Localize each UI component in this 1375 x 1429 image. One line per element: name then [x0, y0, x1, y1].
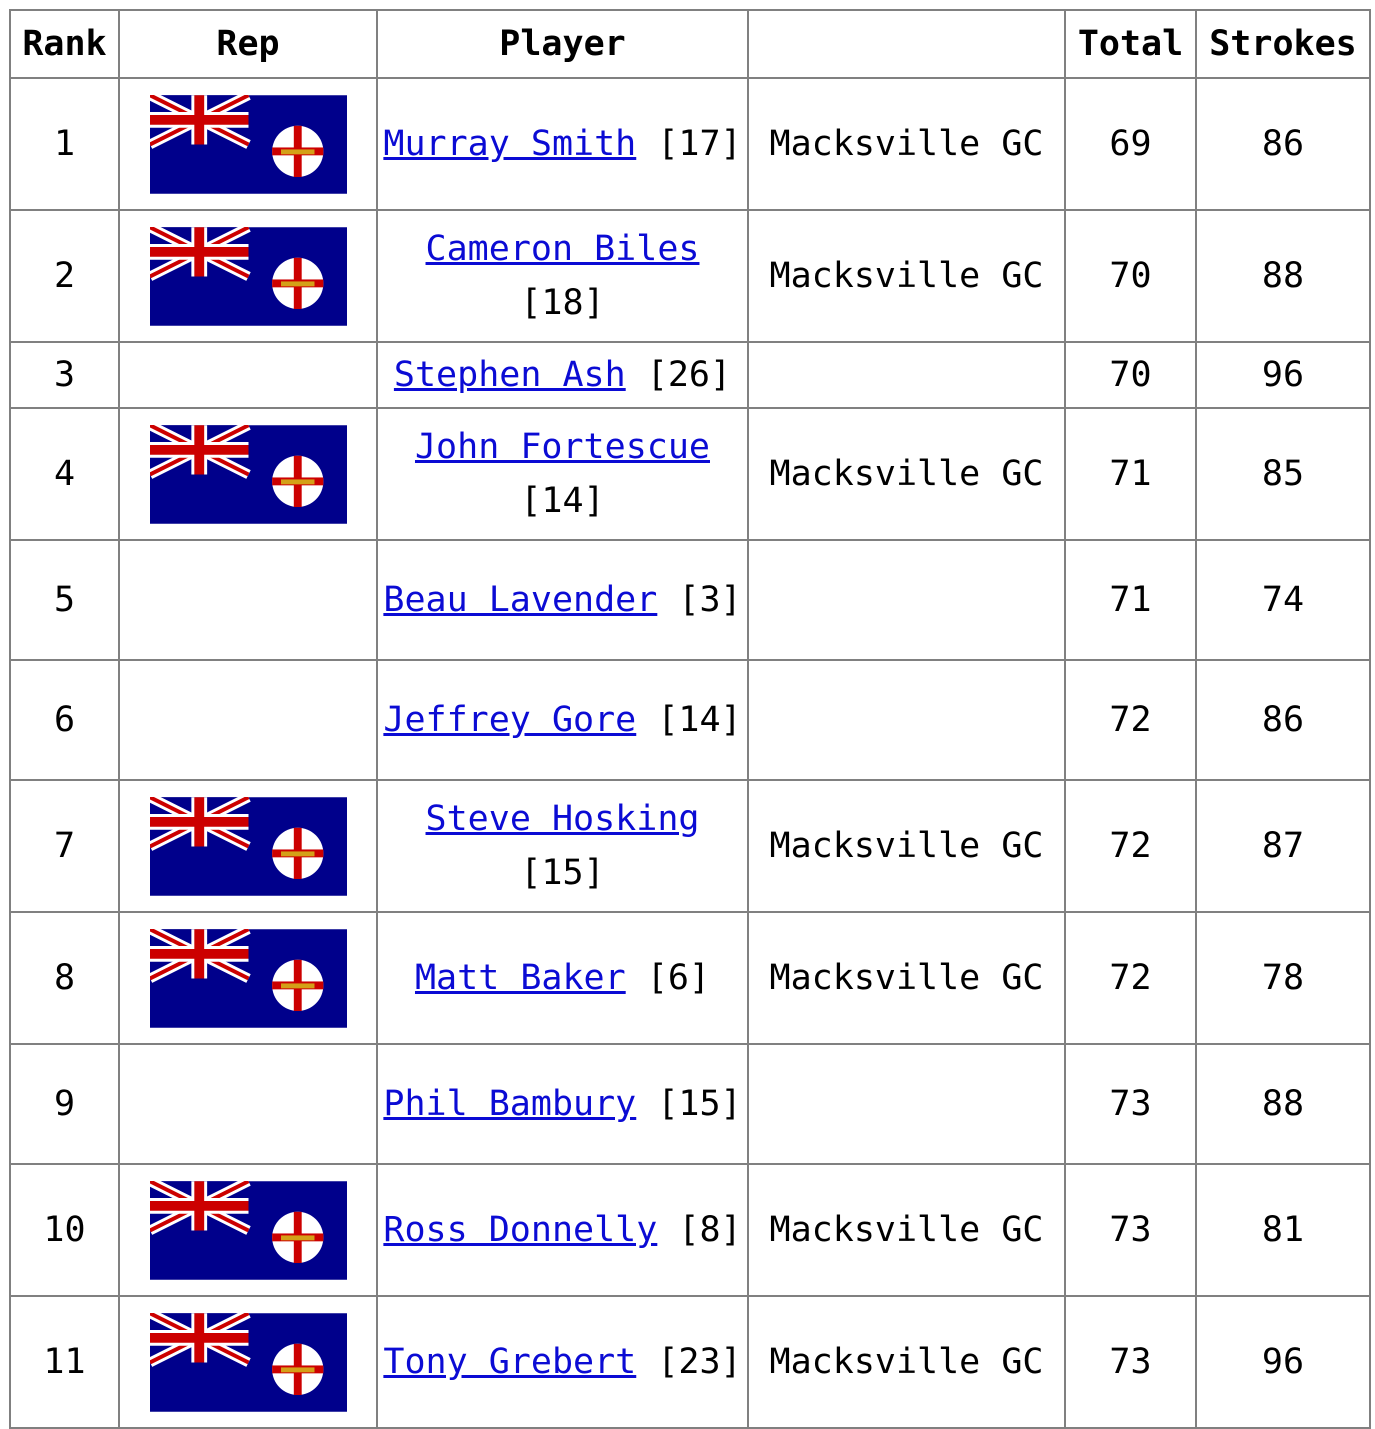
club-cell — [748, 1044, 1065, 1164]
handicap-label: [14] — [520, 481, 605, 521]
table-row — [10, 912, 1370, 1044]
new-south-wales-flag-icon — [150, 227, 347, 326]
rank-cell: 11 — [10, 1296, 119, 1428]
handicap-label: [15] — [520, 853, 605, 893]
player-name-link[interactable]: John Fortescue — [414, 427, 710, 467]
player-name-link[interactable]: Ross Donnelly — [383, 1210, 658, 1250]
rank-cell: 9 — [10, 1044, 119, 1164]
rank-cell: 6 — [10, 660, 119, 780]
club-cell: Macksville GC — [748, 1164, 1065, 1296]
strokes-cell: 86 — [1196, 78, 1370, 210]
strokes-cell: 96 — [1196, 1296, 1370, 1428]
strokes-cell: 87 — [1196, 780, 1370, 912]
strokes-cell: 81 — [1196, 1164, 1370, 1296]
total-cell: 70 — [1065, 342, 1196, 408]
rep-cell — [119, 660, 377, 780]
player-name-link[interactable]: Stephen Ash — [393, 355, 626, 395]
total-cell: 73 — [1065, 1164, 1196, 1296]
rank-cell: 3 — [10, 342, 119, 408]
handicap-label: [26] — [646, 355, 732, 395]
player-cell — [377, 912, 748, 1044]
player-cell — [377, 342, 748, 408]
handicap-label: [18] — [520, 283, 605, 323]
new-south-wales-flag-icon — [150, 425, 347, 524]
handicap-label: [8] — [678, 1210, 742, 1250]
table-row — [10, 210, 1370, 342]
club-cell — [748, 342, 1065, 408]
table-row — [10, 78, 1370, 210]
new-south-wales-flag-icon — [150, 1313, 347, 1412]
rank-cell: 8 — [10, 912, 119, 1044]
player-name-link[interactable]: Steve Hosking — [425, 799, 700, 839]
club-cell: Macksville GC — [748, 210, 1065, 342]
header-rank: Rank — [10, 10, 119, 78]
header-rep: Rep — [119, 10, 377, 78]
player-name-link[interactable]: Jeffrey Gore — [383, 700, 637, 740]
strokes-cell: 88 — [1196, 1044, 1370, 1164]
rep-cell — [119, 78, 377, 210]
strokes-cell: 86 — [1196, 660, 1370, 780]
strokes-cell: 74 — [1196, 540, 1370, 660]
player-name-link[interactable]: Murray Smith — [383, 124, 637, 164]
table-row — [10, 1164, 1370, 1296]
total-cell: 72 — [1065, 912, 1196, 1044]
strokes-cell: 85 — [1196, 408, 1370, 540]
total-cell: 72 — [1065, 660, 1196, 780]
player-name-link[interactable]: Cameron Biles — [425, 229, 700, 269]
club-cell: Macksville GC — [748, 780, 1065, 912]
table-row — [10, 408, 1370, 540]
rep-cell — [119, 912, 377, 1044]
table-row — [10, 1044, 1370, 1164]
club-cell — [748, 660, 1065, 780]
rep-cell — [119, 210, 377, 342]
player-cell — [377, 780, 748, 912]
rank-cell: 4 — [10, 408, 119, 540]
rep-cell — [119, 780, 377, 912]
total-cell: 70 — [1065, 210, 1196, 342]
rep-cell — [119, 540, 377, 660]
player-name-link[interactable]: Beau Lavender — [383, 580, 658, 620]
table-row — [10, 540, 1370, 660]
strokes-cell: 78 — [1196, 912, 1370, 1044]
handicap-label: [14] — [657, 700, 742, 740]
rank-cell: 2 — [10, 210, 119, 342]
player-name-link[interactable]: Matt Baker — [414, 958, 626, 998]
table-row — [10, 342, 1370, 408]
new-south-wales-flag-icon — [150, 95, 347, 194]
handicap-label: [15] — [657, 1084, 742, 1124]
total-cell: 71 — [1065, 408, 1196, 540]
club-cell: Macksville GC — [748, 912, 1065, 1044]
new-south-wales-flag-icon — [150, 929, 347, 1028]
player-cell — [377, 408, 748, 540]
rep-cell — [119, 1296, 377, 1428]
new-south-wales-flag-icon — [150, 1181, 347, 1280]
club-cell: Macksville GC — [748, 1296, 1065, 1428]
header-club — [748, 10, 1065, 78]
rank-cell: 1 — [10, 78, 119, 210]
player-cell — [377, 1164, 748, 1296]
player-cell — [377, 660, 748, 780]
player-cell — [377, 1044, 748, 1164]
total-cell: 69 — [1065, 78, 1196, 210]
rank-cell: 5 — [10, 540, 119, 660]
header-player: Player — [377, 10, 748, 78]
total-cell: 72 — [1065, 780, 1196, 912]
strokes-cell: 96 — [1196, 342, 1370, 408]
handicap-label: [17] — [657, 124, 742, 164]
table-row — [10, 1296, 1370, 1428]
total-cell: 73 — [1065, 1044, 1196, 1164]
club-cell: Macksville GC — [748, 78, 1065, 210]
rep-cell — [119, 408, 377, 540]
total-cell: 71 — [1065, 540, 1196, 660]
total-cell: 73 — [1065, 1296, 1196, 1428]
results-table — [9, 9, 1371, 1429]
rank-cell: 10 — [10, 1164, 119, 1296]
handicap-label: [6] — [646, 958, 710, 998]
player-cell — [377, 210, 748, 342]
handicap-label: [23] — [657, 1342, 742, 1382]
table-row — [10, 660, 1370, 780]
club-cell: Macksville GC — [748, 408, 1065, 540]
player-cell — [377, 78, 748, 210]
player-cell — [377, 540, 748, 660]
rank-cell: 7 — [10, 780, 119, 912]
table-row — [10, 780, 1370, 912]
new-south-wales-flag-icon — [150, 797, 347, 896]
rep-cell — [119, 1164, 377, 1296]
club-cell — [748, 540, 1065, 660]
player-name-link[interactable]: Tony Grebert — [383, 1342, 637, 1382]
header-total: Total — [1065, 10, 1196, 78]
player-name-link[interactable]: Phil Bambury — [383, 1084, 637, 1124]
header-row — [10, 10, 1370, 78]
player-cell — [377, 1296, 748, 1428]
rep-cell — [119, 342, 377, 408]
rep-cell — [119, 1044, 377, 1164]
strokes-cell: 88 — [1196, 210, 1370, 342]
header-strokes: Strokes — [1196, 10, 1370, 78]
handicap-label: [3] — [678, 580, 742, 620]
